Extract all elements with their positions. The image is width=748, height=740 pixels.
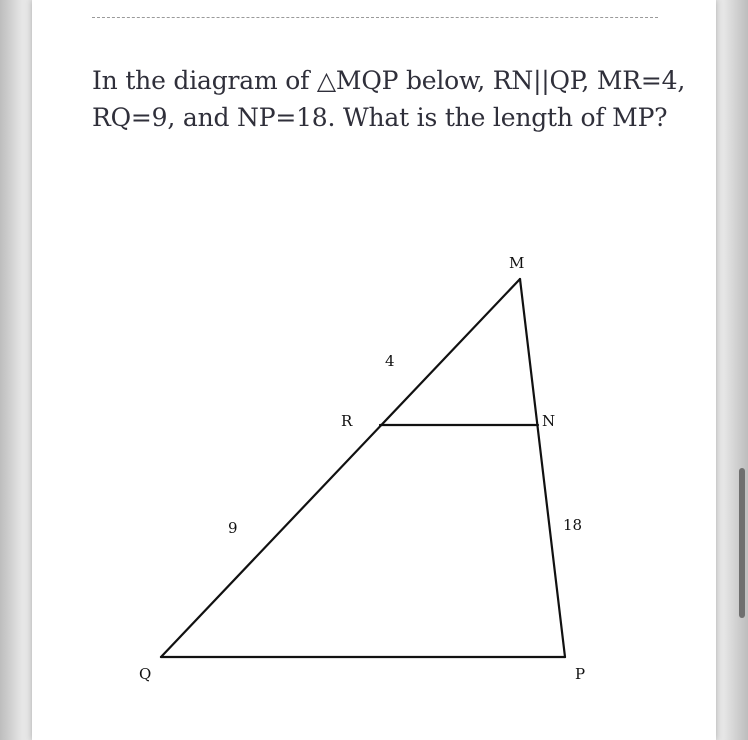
parallel-icon: || — [533, 66, 550, 95]
segment-label-mr: 4 — [385, 352, 395, 370]
segment-label-np: 18 — [563, 516, 583, 534]
question-part-3: QP, MR=4, RQ=9, and NP=18. What is the length of MP? — [92, 66, 686, 132]
scrollbar-thumb[interactable] — [739, 468, 745, 618]
triangle-icon: △ — [316, 66, 336, 95]
question-part-1: In the diagram of — [92, 66, 317, 95]
triangle-diagram — [32, 0, 716, 740]
vertex-label-m: M — [509, 254, 525, 272]
vertex-label-r: R — [341, 412, 353, 430]
segment-mq — [161, 279, 520, 657]
vertex-label-p: P — [575, 665, 586, 683]
vertex-label-q: Q — [139, 665, 152, 683]
segment-label-rq: 9 — [228, 519, 238, 537]
vertex-label-n: N — [542, 412, 556, 430]
question-part-2: MQP below, RN — [335, 66, 534, 95]
segment-mp — [520, 279, 565, 657]
question-card — [32, 0, 716, 740]
